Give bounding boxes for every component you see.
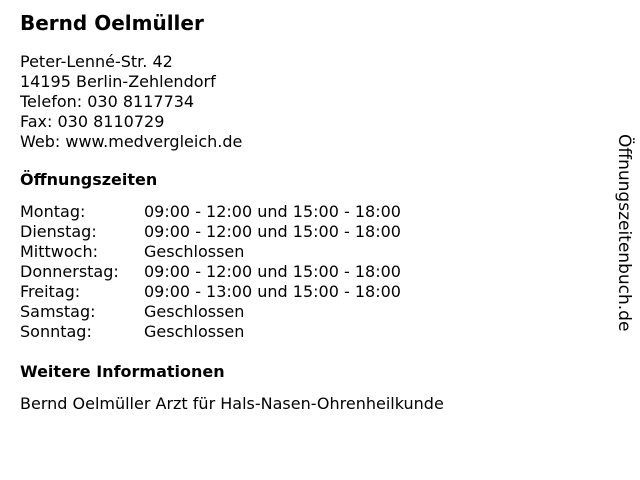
website: Web: www.medvergleich.de — [20, 132, 243, 151]
time-value: 09:00 - 12:00 und 15:00 - 18:00 — [144, 222, 401, 241]
time-value: Geschlossen — [144, 302, 245, 321]
table-row — [20, 242, 401, 262]
page-title: Bernd Oelmüller — [20, 11, 204, 35]
table-row — [20, 222, 401, 242]
table-row — [20, 322, 401, 342]
phone-number: Telefon: 030 8117734 — [20, 92, 195, 111]
time-value: 09:00 - 13:00 und 15:00 - 18:00 — [144, 282, 401, 301]
table-row — [20, 302, 401, 322]
info-title: Weitere Informationen — [20, 362, 225, 381]
day-label: Mittwoch: — [20, 242, 98, 261]
street-address: Peter-Lenné-Str. 42 — [20, 52, 173, 71]
fax-number: Fax: 030 8110729 — [20, 112, 165, 131]
time-value: Geschlossen — [144, 242, 245, 261]
info-text: Bernd Oelmüller Arzt für Hals-Nasen-Ohrenheilkunde — [20, 394, 444, 413]
opening-hours-table — [20, 202, 401, 342]
table-row — [20, 262, 401, 282]
time-value: 09:00 - 12:00 und 15:00 - 18:00 — [144, 202, 401, 221]
watermark — [610, 134, 638, 364]
address-block — [20, 52, 590, 152]
day-label: Montag: — [20, 202, 86, 221]
table-row — [20, 202, 401, 222]
city-address: 14195 Berlin-Zehlendorf — [20, 72, 216, 91]
time-value: Geschlossen — [144, 322, 245, 341]
table-row — [20, 282, 401, 302]
listing-card — [20, 10, 590, 414]
day-label: Sonntag: — [20, 322, 92, 341]
time-value: 09:00 - 12:00 und 15:00 - 18:00 — [144, 262, 401, 281]
day-label: Samstag: — [20, 302, 96, 321]
day-label: Donnerstag: — [20, 262, 119, 281]
day-label: Dienstag: — [20, 222, 97, 241]
day-label: Freitag: — [20, 282, 81, 301]
hours-title: Öffnungszeiten — [20, 170, 158, 189]
watermark-text: Öffnungszeitenbuch.de — [614, 134, 634, 332]
